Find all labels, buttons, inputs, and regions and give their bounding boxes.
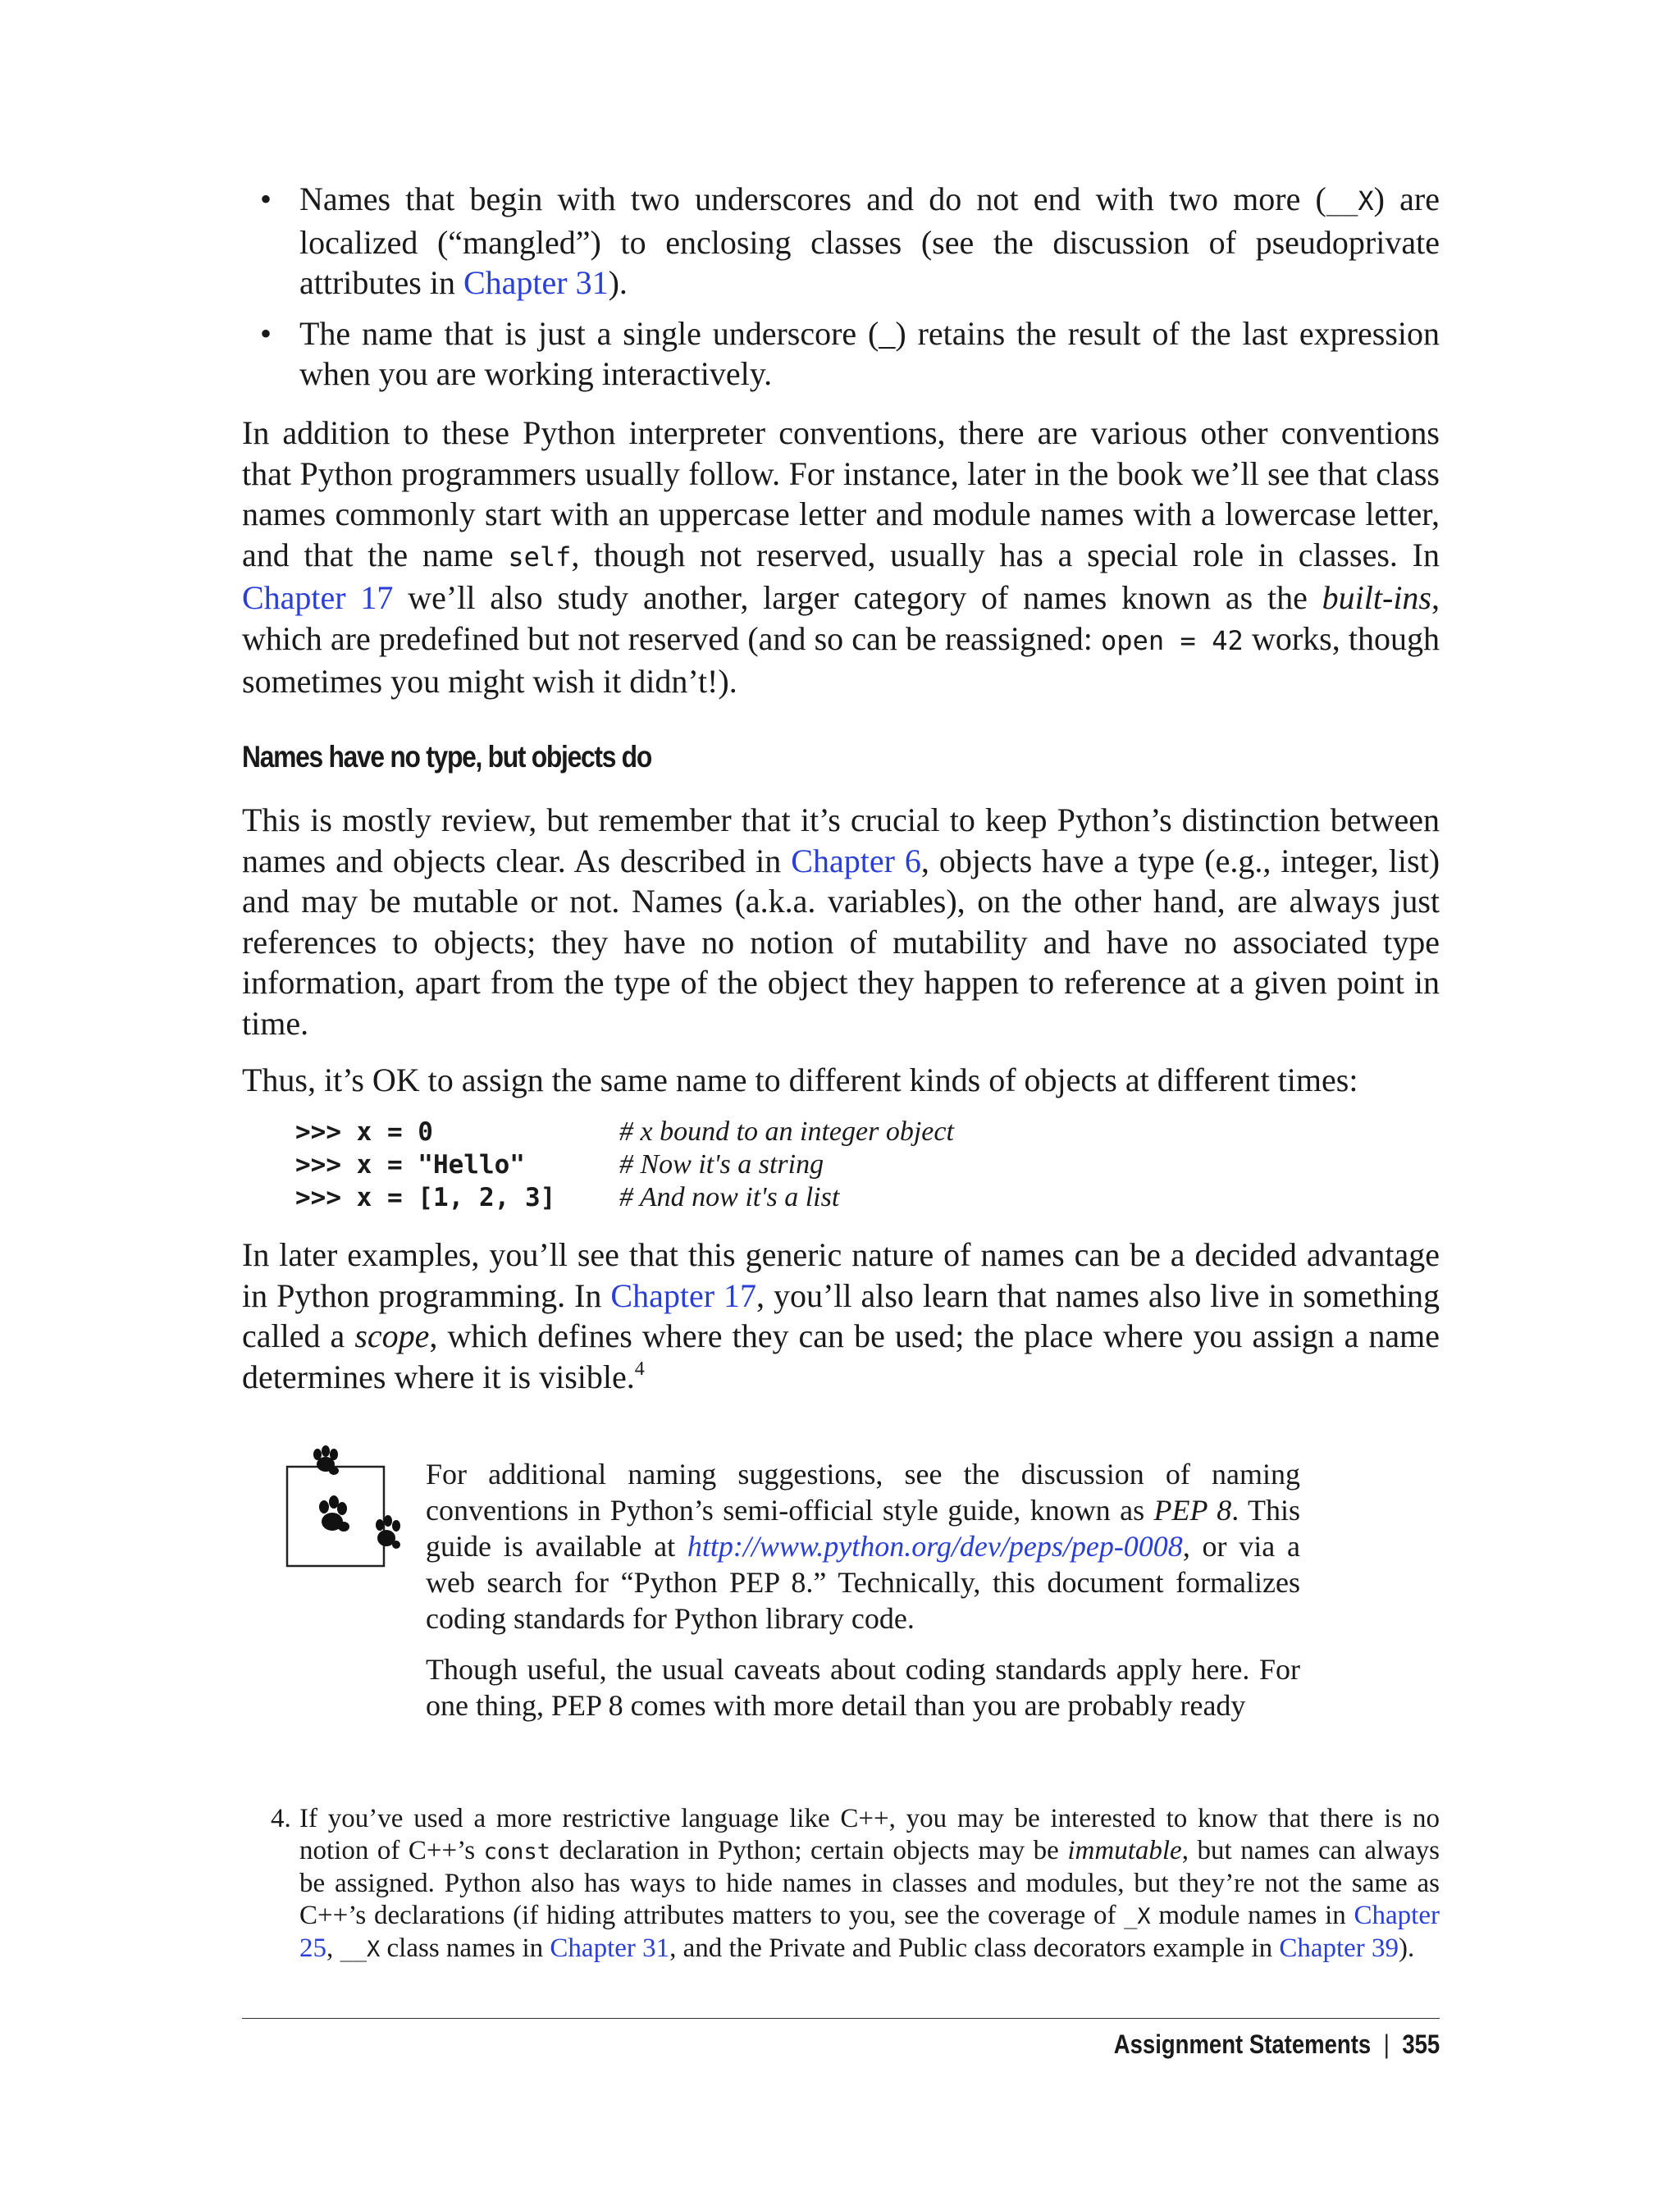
code-line: >>> x = [1, 2, 3] # And now it's a list — [295, 1182, 840, 1212]
paragraph-names-objects: This is mostly review, but remember that it’s crucial to keep Python’s distinction between names and objects clear. As described in Chapter 6, objects have a type (e.g., integer, list) and may be mutable or not. Names (a.k.a. variables), on the other hand, are always just references to objects; they have no notion of mutability and have no associated type information, apart from the type of the object they happen to reference at a given point in time. — [242, 801, 1440, 1042]
chapter-6-link[interactable]: Chapter 6 — [791, 842, 921, 879]
code-block — [295, 1116, 1034, 1214]
bullet-icon: • — [260, 180, 272, 217]
footnote-ref[interactable]: 4 — [634, 1358, 645, 1380]
chapter-31-link[interactable]: Chapter 31 — [550, 1933, 670, 1963]
section-heading: Names have no type, but objects do — [242, 740, 651, 774]
paragraph-thus: Thus, it’s OK to assign the same name to different kinds of objects at different times: — [242, 1061, 1358, 1098]
chapter-17-link[interactable]: Chapter 17 — [610, 1276, 756, 1314]
chapter-25-link[interactable]: Chapter 25 — [299, 1901, 1440, 1963]
tip-note — [283, 1440, 1300, 1768]
chapter-17-link[interactable]: Chapter 17 — [242, 579, 394, 616]
footnote-text: If you’ve used a more restrictive language like C++, you may be interested to know that there is no notion of C++’s const declaration in Python; certain objects may be immutable, but names can always be assigned. Python also has ways to hide names in classes and modules, but they’re not the same as C++’s declarations (if hiding attributes matters to you, see the coverage of _X module names in Chapter 25, __X class names in Chapter 31, and the Private and Public class decorators example in Chapter 39). — [299, 1804, 1440, 1963]
code-line: >>> x = 0 # x bound to an integer object — [295, 1116, 954, 1147]
bullet-list — [242, 179, 1440, 404]
paw-prints-icon — [283, 1440, 422, 1579]
note-text — [426, 1456, 1300, 1738]
page-footer — [1113, 2029, 1440, 2060]
note-paragraph: Though useful, the usual caveats about coding standards apply here. For one thing, PEP 8 comes with more detail than you are probably ready — [426, 1653, 1300, 1722]
chapter-31-link[interactable]: Chapter 31 — [463, 264, 609, 301]
footer-separator: | — [1383, 2029, 1390, 2059]
page-number: 355 — [1402, 2029, 1440, 2059]
footer-divider — [242, 2018, 1440, 2019]
footnote-number: 4. — [271, 1804, 291, 1833]
pep8-url-link[interactable]: http://www.python.org/dev/peps/pep-0008 — [687, 1530, 1183, 1563]
paragraph-later-examples: In later examples, you’ll see that this generic nature of names can be a decided advantage in Python programming. In Chapter 17, you’ll also learn that names also live in something called a scope, which defines where they can be used; the place where you assign a name determines where it is visible.$^4$ — [242, 1236, 1440, 1395]
code-line: >>> x = "Hello" # Now it's a string — [295, 1149, 824, 1180]
paragraph-conventions: In addition to these Python interpreter conventions, there are various other conventions that Python programmers usually follow. For instance, later in the book we’ll see that class names commonly start with an uppercase letter and module names with a lowercase letter, and that the name self, though not reserved, usually has a special role in classes. In Chapter 17 we’ll also study another, larger category of names known as the built-ins, which are predefined but not reserved (and so can be reassigned: open = 42 works, though sometimes you might wish it didn’t!). — [242, 414, 1440, 700]
chapter-39-link[interactable]: Chapter 39 — [1279, 1933, 1399, 1963]
footnote — [271, 1803, 1440, 1965]
bullet-icon: • — [260, 314, 272, 352]
list-item: • The name that is just a single underscore (_) retains the result of the last expression when you are working interactively. — [260, 314, 1440, 392]
note-paragraph: For additional naming suggestions, see the discussion of naming conventions in Python’s semi-official style guide, known as PEP 8. This guide is available at http://www.python.org/dev/peps/pep-0008, or via a web search for “Python PEP 8.” Technically, this document formalizes coding standards for Python library code. — [426, 1458, 1300, 1635]
running-title: Assignment Statements — [1113, 2029, 1371, 2059]
list-item: • Names that begin with two underscores and do not end with two more (__X) are localized (“mangled”) to enclosing classes (see the discussion of pseudoprivate attributes in Chapter 31). — [260, 180, 1440, 301]
